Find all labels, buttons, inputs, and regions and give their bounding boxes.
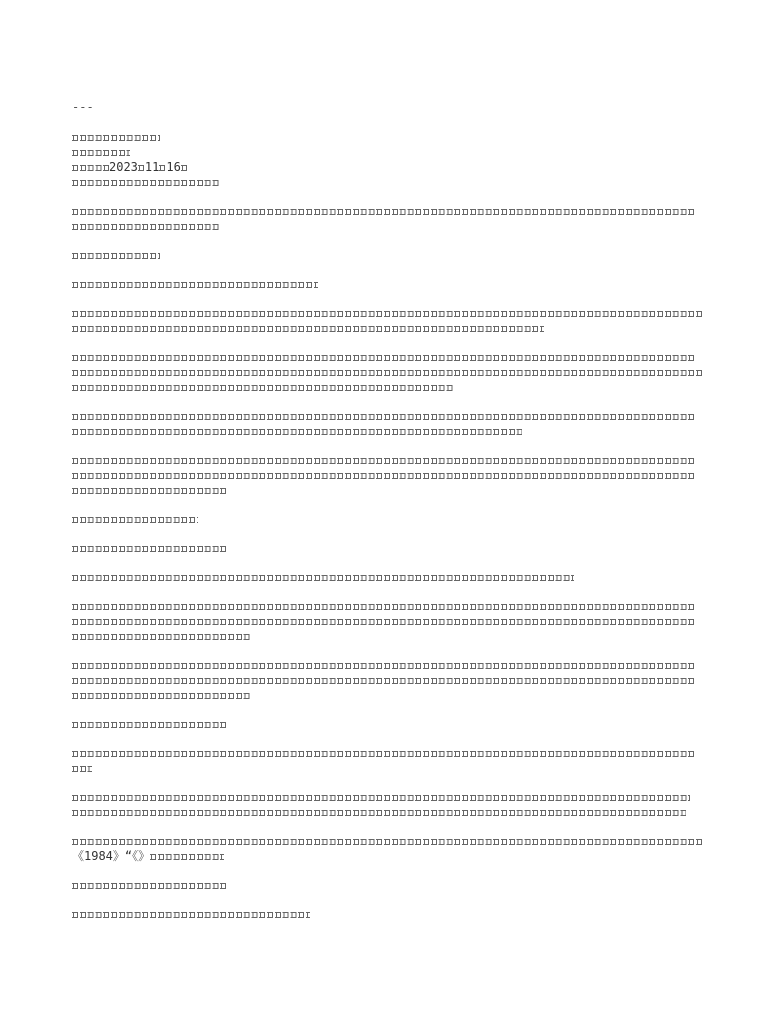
section-heading: [72, 717, 702, 732]
paragraph: [72, 746, 702, 776]
paragraph: [72, 453, 702, 498]
paragraph: [72, 834, 702, 864]
paragraph: [72, 306, 702, 336]
meta-date-line: [72, 160, 702, 175]
section-heading: [72, 248, 702, 263]
paragraph: [72, 409, 702, 439]
paragraph: [72, 658, 702, 703]
document-body: [72, 100, 702, 936]
date-month: 11: [144, 160, 160, 174]
section-heading: [72, 512, 702, 527]
paragraph: [72, 350, 702, 395]
paragraph: [72, 907, 702, 922]
date-year: 2023: [109, 160, 138, 174]
horizontal-rule: ---: [72, 100, 94, 114]
paragraph: [72, 599, 702, 644]
paragraph: [72, 204, 702, 234]
paragraph: [72, 878, 702, 893]
meta-line: [72, 145, 702, 160]
paragraph: [72, 570, 702, 585]
meta-line: [72, 130, 702, 145]
paragraph: [72, 790, 702, 820]
section-heading: [72, 541, 702, 556]
metadata-block: [72, 130, 702, 190]
meta-line: [72, 175, 702, 190]
book-reference: 《1984》“《》: [72, 849, 151, 863]
date-day: 16: [166, 160, 181, 174]
section-heading: [72, 277, 702, 292]
